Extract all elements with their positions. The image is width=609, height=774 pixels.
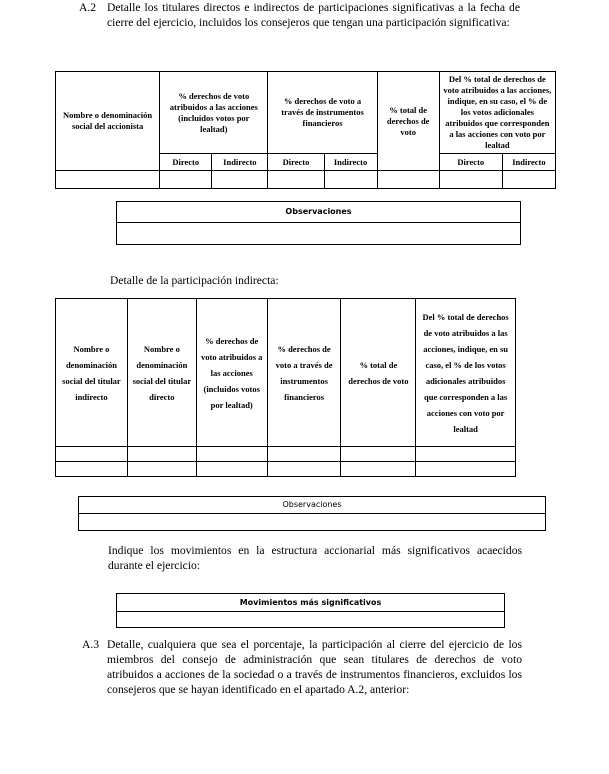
header-derechos-acciones: % derechos de voto atribuidos a las acciones (incluidos votos por lealtad): [196, 299, 267, 447]
header-derechos-instrumentos: % derechos de voto a través de instrumentos financieros: [267, 299, 341, 447]
header-indirecto: Indirecto: [502, 154, 555, 171]
table-cell[interactable]: [416, 462, 516, 477]
indirect-holdings-table: [55, 298, 516, 477]
observaciones-label: Observaciones: [79, 497, 545, 514]
table-row: [56, 171, 556, 189]
movimientos-label: Movimientos más significativos: [117, 594, 504, 612]
section-a3-number: A.3: [82, 638, 100, 651]
table-cell[interactable]: [267, 447, 341, 462]
header-del-total: Del % total de derechos de voto atribuidos a las acciones, indique, en su caso, el % de los votos adicionales atribuidos que corresponden a las acciones con voto por lealtad: [416, 299, 516, 447]
section-a2: [79, 0, 520, 30]
observaciones-box: [78, 496, 546, 531]
table-cell[interactable]: [377, 171, 439, 189]
movimientos-field[interactable]: [117, 612, 504, 627]
section-a2-number: A.2: [79, 1, 97, 14]
header-titular-indirecto: Nombre o denominación social del titular indirecto: [56, 299, 128, 447]
table-cell[interactable]: [267, 462, 341, 477]
header-nombre: Nombre o denominación social del accionista: [56, 72, 160, 171]
table-cell[interactable]: [56, 447, 128, 462]
header-del-total: Del % total de derechos de voto atribuidos a las acciones, indique, en su caso, el % de los votos adicionales atribuidos que corresponden a las acciones con voto por lealtad: [439, 72, 555, 154]
table-cell[interactable]: [439, 171, 502, 189]
table-cell[interactable]: [416, 447, 516, 462]
detalle-indirecta-title: Detalle de la participación indirecta:: [110, 274, 279, 287]
observaciones-label: Observaciones: [117, 202, 520, 223]
header-total: % total de derechos de voto: [377, 72, 439, 171]
observaciones-field[interactable]: [117, 223, 520, 244]
table-cell[interactable]: [56, 462, 128, 477]
table-cell[interactable]: [127, 447, 196, 462]
section-a2-text: Detalle los titulares directos e indirectos de participaciones significativas a la fecha de cierre del ejercicio, incluidos los consejeros que tengan una participación significativa:: [107, 1, 520, 29]
table-cell[interactable]: [324, 171, 377, 189]
header-indirecto: Indirecto: [212, 154, 268, 171]
table-cell[interactable]: [160, 171, 212, 189]
header-directo: Directo: [160, 154, 212, 171]
table-cell[interactable]: [196, 462, 267, 477]
table-cell[interactable]: [56, 171, 160, 189]
header-directo: Directo: [268, 154, 324, 171]
table-cell[interactable]: [127, 462, 196, 477]
table-cell[interactable]: [196, 447, 267, 462]
table-cell[interactable]: [341, 462, 416, 477]
movimientos-intro: Indique los movimientos en la estructura accionarial más significativos acaecidos durante el ejercicio:: [108, 544, 522, 572]
observaciones-field[interactable]: [79, 514, 545, 530]
movimientos-box: [116, 593, 505, 628]
table-cell[interactable]: [502, 171, 555, 189]
header-derechos-acciones: % derechos de voto atribuidos a las acciones (incluidos votos por lealtad): [160, 72, 268, 154]
table-cell[interactable]: [212, 171, 268, 189]
header-indirecto: Indirecto: [324, 154, 377, 171]
table-row: [56, 462, 516, 477]
table-row: [56, 447, 516, 462]
header-total: % total de derechos de voto: [341, 299, 416, 447]
significant-holdings-table: [55, 71, 556, 189]
header-directo: Directo: [439, 154, 502, 171]
section-a3: [82, 637, 522, 697]
observaciones-box: [116, 201, 521, 245]
header-titular-directo: Nombre o denominación social del titular directo: [127, 299, 196, 447]
header-derechos-instrumentos: % derechos de voto a través de instrumentos financieros: [268, 72, 377, 154]
table-cell[interactable]: [341, 447, 416, 462]
table-cell[interactable]: [268, 171, 324, 189]
section-a3-text: Detalle, cualquiera que sea el porcentaje, la participación al cierre del ejercicio de los miembros del consejo de administración que sean titulares de derechos de voto atribuidos a acciones de la sociedad o a través de instrumentos financieros, excluidos los consejeros que se hayan identificado en el apartado A.2, anterior:: [107, 638, 522, 696]
